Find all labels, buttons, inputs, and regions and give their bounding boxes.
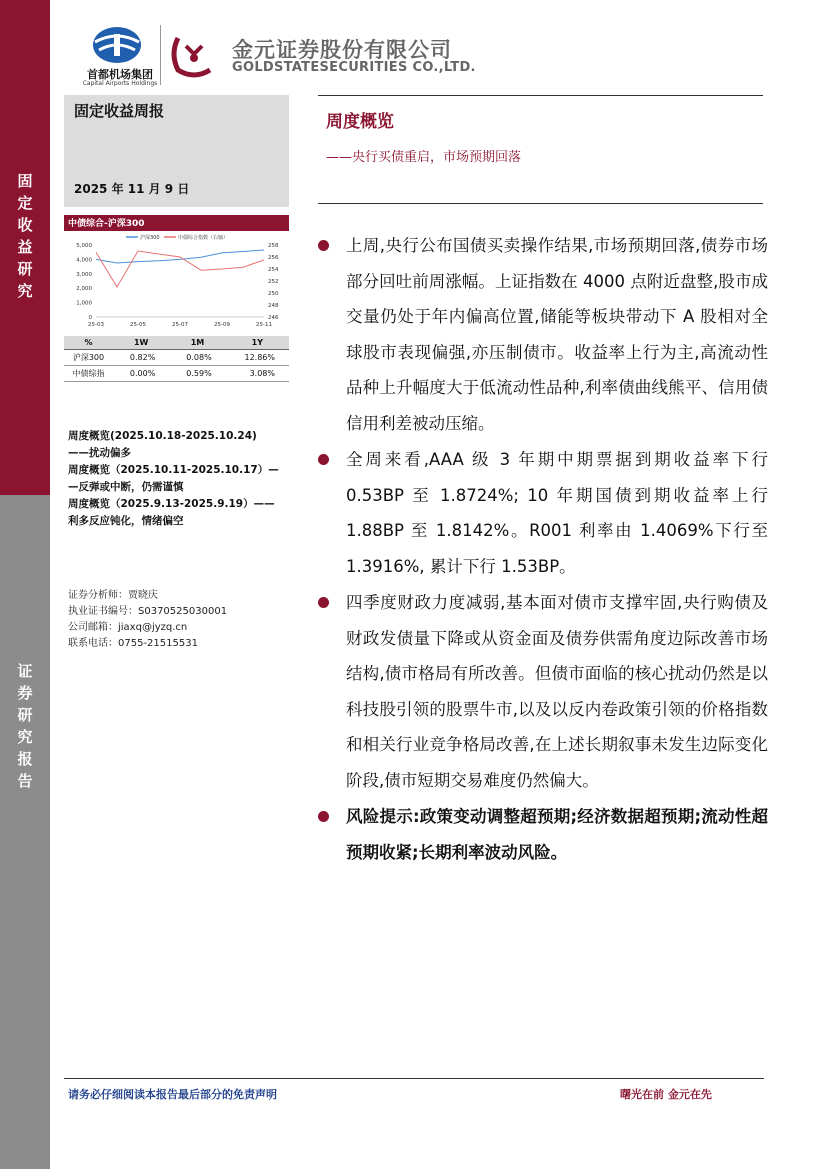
- left-tick-label: 2,000: [76, 286, 92, 293]
- left-tick-label: 1,000: [76, 300, 92, 307]
- analyst-name: 证券分析师：贾晓庆: [68, 590, 158, 601]
- footer-disclaimer: 请务必仔细阅读本报告最后部分的免责声明: [68, 1088, 277, 1101]
- right-tick-label: 252: [268, 279, 279, 285]
- left-tick-label: 4,000: [76, 257, 92, 264]
- title-top-rule: [318, 95, 763, 96]
- table-cell: 3.08%: [226, 366, 289, 382]
- sidebar-top-band: [0, 0, 50, 495]
- header-divider: [160, 25, 161, 85]
- series-line-bond: [96, 251, 264, 287]
- left-tick-label: 3,000: [76, 271, 92, 278]
- x-tick-label: 25-09: [214, 322, 230, 328]
- table-cell: 0.08%: [169, 350, 225, 366]
- right-tick-label: 254: [268, 267, 279, 273]
- table-row: [64, 366, 289, 382]
- right-tick-label: 258: [268, 243, 279, 249]
- right-tick-label: 248: [268, 303, 279, 309]
- related-report-line[interactable]: 周度概览（2025.10.11-2025.10.17）—: [68, 464, 279, 476]
- page-subtitle: ——央行买债重启，市场预期回落: [326, 150, 522, 165]
- legend-label-hs300: 沪深300: [140, 235, 160, 241]
- x-tick-label: 25-07: [172, 322, 188, 328]
- performance-chart: [64, 231, 289, 335]
- bullet-icon: [318, 597, 329, 608]
- body-paragraph: 上周,央行公布国债买卖操作结果,市场预期回落,债券市场部分回吐前周涨幅。上证指数在 4000 点附近盘整,股市成交量仍处于年内偏高位置,储能等板块带动下 A 股相对全球股市表现偏强,亦压制债市。收益率上行为主,高流动性品种上升幅度大于低流动性品种,利率债曲线熊平、信用债信用利差被动压缩。: [318, 228, 768, 441]
- report-type: 固定收益周报: [74, 102, 165, 120]
- related-report-line[interactable]: 利多反应钝化，情绪偏空: [68, 515, 184, 527]
- table-cell: 0.00%: [113, 366, 169, 382]
- sidebar-top-label: 固 定 收 益 研 究: [17, 172, 33, 300]
- x-tick-label: 25-03: [88, 322, 104, 328]
- related-report-line[interactable]: 周度概览（2025.9.13-2025.9.19）——: [68, 498, 275, 510]
- related-reports: [68, 428, 293, 530]
- table-header-cell: %: [64, 336, 113, 350]
- report-date: 2025 年 11 月 9 日: [74, 182, 190, 196]
- x-tick-label: 25-05: [130, 322, 146, 328]
- left-axis-ticks: [76, 243, 92, 321]
- right-tick-label: 246: [268, 315, 279, 321]
- table-header-row: [64, 336, 289, 350]
- goldstate-logo-icon: [168, 30, 220, 78]
- sidebar-bottom-label: 证 券 研 究 报 告: [17, 662, 33, 790]
- body-paragraph: 全周来看,AAA 级 3 年期中期票据到期收益率下行 0.53BP 至 1.8724%; 10 年期国债到期收益率上行 1.88BP 至 1.8142%。R001 利率由 1.4069%下行至 1.3916%, 累计下行 1.53BP。: [318, 442, 768, 584]
- left-tick-label: 5,000: [76, 243, 92, 249]
- table-header-cell: 1M: [169, 336, 225, 350]
- legend-label-bond: 中债综合指数（右轴）: [178, 235, 229, 241]
- right-tick-label: 250: [268, 291, 279, 297]
- x-axis-ticks: [88, 322, 272, 328]
- company-name-cn: 金元证券股份有限公司: [232, 38, 452, 62]
- table-cell: 12.86%: [226, 350, 289, 366]
- right-tick-label: 256: [268, 255, 279, 261]
- bullet-icon: [318, 811, 329, 822]
- related-report-line[interactable]: ——扰动偏多: [68, 447, 131, 459]
- analyst-phone: 联系电话：0755-21515531: [68, 638, 198, 649]
- table-cell: 中债综指: [64, 366, 113, 382]
- x-tick-label: 25-11: [256, 322, 272, 328]
- sidebar-bottom-band: [0, 495, 50, 1169]
- table-cell: 沪深300: [64, 350, 113, 366]
- chart-legend: [126, 234, 228, 241]
- table-cell: 0.82%: [113, 350, 169, 366]
- report-body: [318, 228, 768, 870]
- footer-slogan: 曙光在前 金元在先: [620, 1088, 712, 1101]
- bullet-icon: [318, 454, 329, 465]
- capital-airports-name: 首都机场集团: [87, 68, 153, 81]
- table-cell: 0.59%: [169, 366, 225, 382]
- performance-table: [64, 336, 289, 382]
- left-tick-label: 0: [88, 315, 92, 321]
- related-report-line[interactable]: —反弹或中断，仍需谨慎: [68, 481, 184, 493]
- body-paragraph: 四季度财政力度减弱,基本面对债市支撑牢固,央行购债及财政发债量下降或从资金面及债券供需角度边际改善市场结构,债市格局有所改善。但债市面临的核心扰动仍然是以科技股引领的股票牛市,以及以反内卷政策引领的价格指数和相关行业竞争格局改善,在上述长期叙事未发生边际变化阶段,债市短期交易难度仍然偏大。: [318, 585, 768, 798]
- table-header-cell: 1W: [113, 336, 169, 350]
- capital-airports-en: Capital Airports Holdings: [82, 80, 158, 87]
- analyst-email[interactable]: 公司邮箱：jiaxq@jyzq.cn: [68, 622, 188, 633]
- table-header-cell: 1Y: [226, 336, 289, 350]
- bullet-icon: [318, 240, 329, 251]
- risk-paragraph: 风险提示:政策变动调整超预期;经济数据超预期;流动性超预期收紧;长期利率波动风险。: [318, 799, 768, 870]
- table-row: [64, 350, 289, 366]
- footer-rule: [64, 1078, 764, 1079]
- related-report-line[interactable]: 周度概览(2025.10.18-2025.10.24): [68, 430, 257, 442]
- analyst-license: 执业证书编号：S0370525030001: [68, 606, 228, 617]
- title-bottom-rule: [318, 203, 763, 204]
- right-axis-ticks: [268, 243, 279, 321]
- chart-title: 中债综合-沪深300: [68, 219, 145, 229]
- company-name-en: GOLDSTATESECURITIES CO.,LTD.: [232, 60, 476, 75]
- page-title: 周度概览: [326, 112, 394, 132]
- analyst-info: [68, 588, 227, 652]
